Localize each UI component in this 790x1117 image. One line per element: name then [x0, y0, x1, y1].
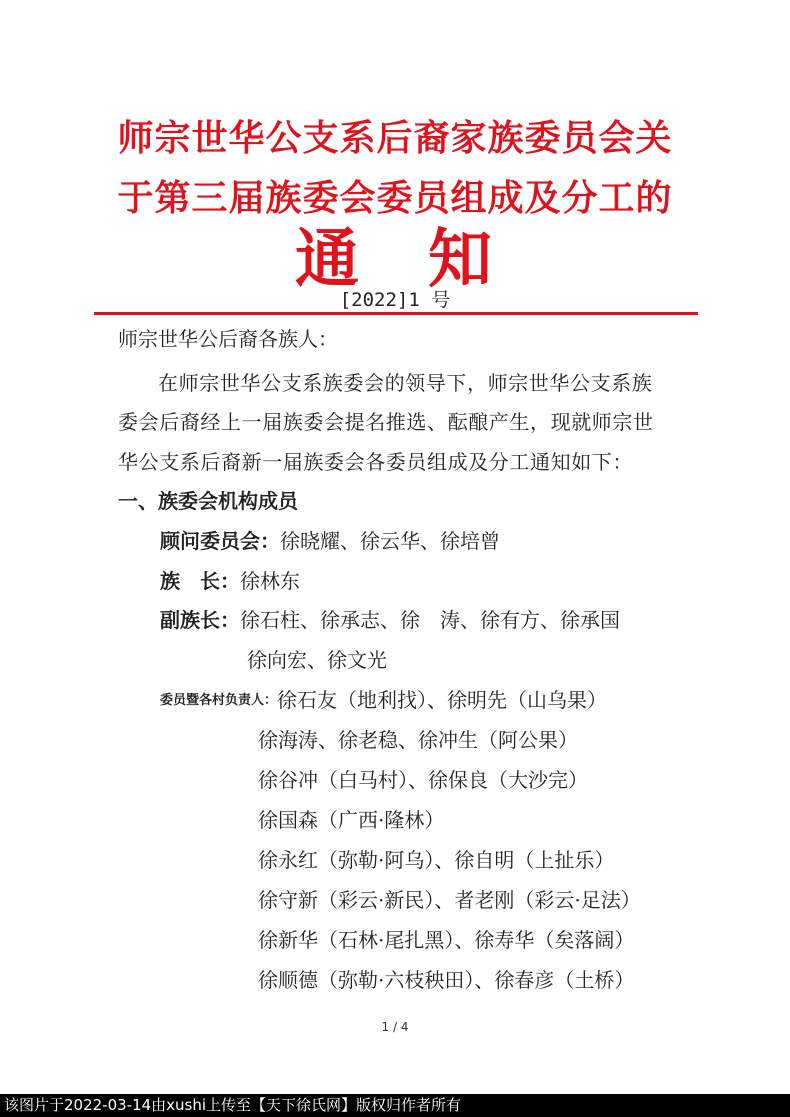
- member-line: 徐国森（广西·隆林）: [258, 808, 445, 832]
- section-heading-1: 一、族委会机构成员: [118, 489, 298, 513]
- clan-head-label: 族 长：: [160, 569, 240, 593]
- members-label: 委员暨各村负责人：: [160, 693, 278, 708]
- advisory-label: 顾问委员会：: [160, 529, 280, 553]
- member-line: 徐守新（彩云·新民）、者老刚（彩云·足法）: [258, 888, 641, 912]
- member-line: 徐谷冲（白马村）、徐保良（大沙完）: [258, 768, 588, 792]
- members-row: [160, 684, 607, 713]
- member-line: 徐石友（地利找）、徐明先（山乌果）: [277, 688, 608, 712]
- title-big-char-1: 通: [295, 222, 359, 297]
- title-big-char-2: 知: [428, 222, 492, 297]
- member-line: 徐新华（石林·尾扎黑）、徐寿华（矣落阔）: [258, 928, 635, 952]
- red-divider-line: [94, 312, 698, 315]
- deputy-label: 副族长：: [160, 608, 240, 632]
- salutation: 师宗世华公后裔各族人：: [118, 327, 338, 351]
- document-number: [2022]1 号: [339, 289, 451, 311]
- deputy-names-line-2: 徐向宏、徐文光: [247, 648, 387, 672]
- advisory-names: 徐晓耀、徐云华、徐培曾: [280, 529, 500, 553]
- paragraph-line-2: 委会后裔经上一届族委会提名推选、酝酿产生，现就师宗世: [118, 410, 654, 434]
- member-line: 徐海涛、徐老稳、徐冲生（阿公果）: [258, 728, 578, 752]
- title-line-2: 于第三届族委会委员组成及分工的: [117, 177, 673, 219]
- watermark-footer: 该图片于2022-03-14由xushi上传至【天下徐氏网】版权归作者所有: [0, 1094, 790, 1117]
- member-line: 徐永红（弥勒·阿乌）、徐自明（上扯乐）: [258, 848, 615, 872]
- member-line: 徐顺德（弥勒·六枝秧田）、徐春彦（土桥）: [258, 968, 635, 992]
- paragraph-line-1: 在师宗世华公支系族委会的领导下，师宗世华公支系族: [158, 371, 653, 395]
- deputy-names-line-1: 徐石柱、徐承志、徐 涛、徐有方、徐承国: [240, 608, 620, 632]
- clan-head-names: 徐林东: [240, 569, 300, 593]
- page-number: 1 / 4: [381, 1020, 409, 1034]
- deputy-row: [160, 604, 620, 633]
- title-line-1: 师宗世华公支系后裔家族委员会关: [117, 117, 673, 159]
- paragraph-line-3: 华公支系后裔新一届族委会各委员组成及分工通知如下：: [118, 450, 633, 474]
- advisory-row: [160, 525, 500, 554]
- clan-head-row: [160, 565, 300, 594]
